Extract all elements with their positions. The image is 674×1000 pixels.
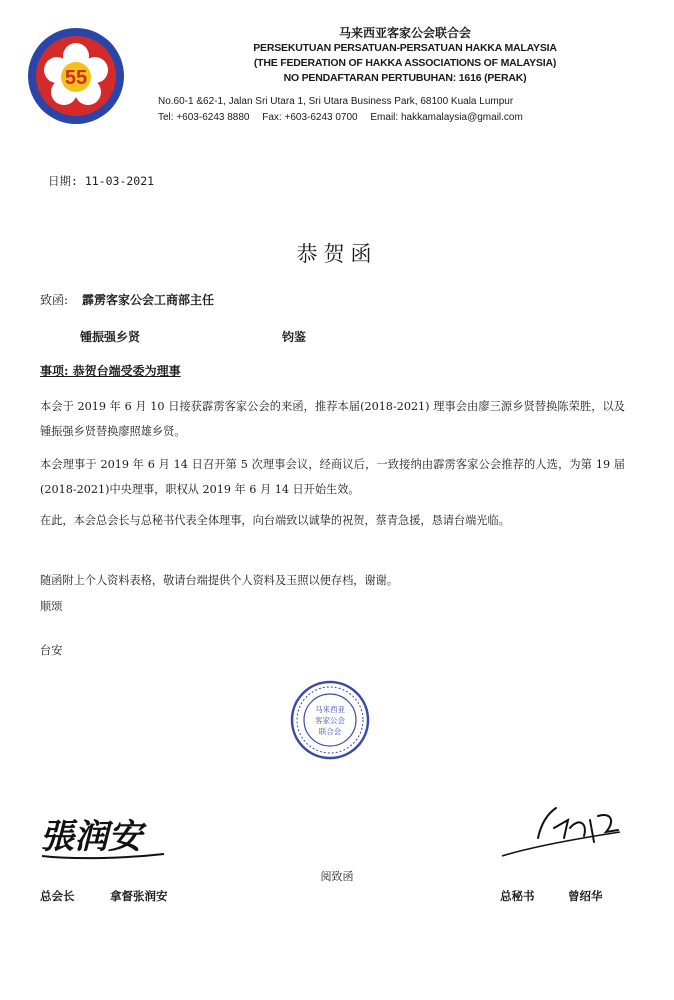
org-contact xyxy=(158,112,533,123)
closing-greeting: 顺颂 xyxy=(40,600,63,613)
secretary-name: 曾绍华 xyxy=(568,889,603,903)
body-paragraph: 随函附上个人资料表格，敬请台端提供个人资料及玉照以便存档，谢谢。 xyxy=(40,574,399,587)
closing-salutation: 台安 xyxy=(40,644,63,657)
subject-label: 事项: xyxy=(40,364,69,378)
org-tel: Tel: +603-6243 8880 xyxy=(158,112,250,123)
recipient-label: 致函: xyxy=(40,293,69,307)
body-paragraph: 本会理事于 2019 年 6 月 14 日召开第 5 次理事会议，经商议后，一致接纳由霹雳客家公会推荐的人选，为第 19 届(2018-2021)中央理事，职权从 2019 年 6 月 14 日开始生效。 xyxy=(40,458,625,496)
official-seal xyxy=(290,680,370,760)
letter-title: 恭贺函 xyxy=(296,242,378,266)
secretary-signature xyxy=(498,798,628,864)
letter-date: 日期: 11-03-2021 xyxy=(48,174,155,188)
recipient-name: 锺振强乡贤 xyxy=(80,330,141,344)
org-name-chinese: 马来西亚客家公会联合会 xyxy=(338,26,471,40)
federation-logo xyxy=(26,26,126,126)
org-name-malay: PERSEKUTUAN PERSATUAN-PERSATUAN HAKKA MALAYSIA xyxy=(253,42,557,54)
org-registration: NO PENDAFTARAN PERTUBUHAN: 1616 (PERAK) xyxy=(283,72,527,84)
body-paragraph: 在此，本会总会长与总秘书代表全体理事，向台端致以诚挚的祝贺，蔡青急援，恳请台端光临。 xyxy=(40,514,510,527)
logo-text: 55 xyxy=(64,67,88,89)
secretary-title: 总秘书 xyxy=(500,889,535,903)
subject-text: 恭贺台端受委为理事 xyxy=(72,364,181,378)
president-signature xyxy=(38,808,168,864)
org-address: No.60-1 &62-1, Jalan Sri Utara 1, Sri Utara Business Park, 68100 Kuala Lumpur xyxy=(158,96,514,107)
president-title: 总会长 xyxy=(40,889,75,903)
seal-text-line: 马来西亚 xyxy=(315,705,345,714)
org-name-english: (THE FEDERATION OF HAKKA ASSOCIATIONS OF MALAYSIA) xyxy=(253,57,557,69)
org-fax: Fax: +603-6243 0700 xyxy=(262,112,358,123)
president-signature-text: 張润安 xyxy=(40,817,142,857)
body-paragraph: 本会于 2019 年 6 月 10 日接获霹雳客家公会的来函，推荐本届(2018-2021) 理事会由廖三源乡贤替换陈荣胜，以及锺振强乡贤替换廖照雄乡贤。 xyxy=(40,400,625,438)
seal-text-line: 客家公会 xyxy=(315,716,345,725)
seal-text-line: 联合会 xyxy=(318,727,342,736)
president-name: 拿督张润安 xyxy=(110,889,168,903)
recipient-organization: 霹雳客家公会工商部主任 xyxy=(82,293,215,307)
carbon-copy-note: 阅致函 xyxy=(320,870,354,883)
subject-line xyxy=(40,362,181,379)
org-email: Email: hakkamalaysia@gmail.com xyxy=(370,112,523,123)
recipient-honorific: 钧鉴 xyxy=(282,330,307,344)
